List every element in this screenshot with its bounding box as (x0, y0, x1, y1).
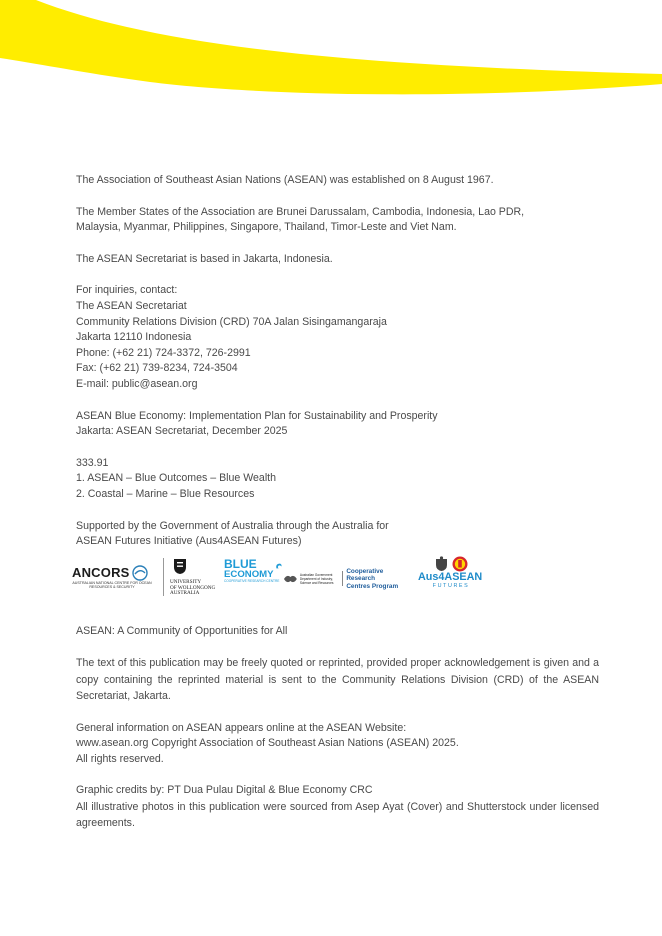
community-tagline: ASEAN: A Community of Opportunities for All (76, 624, 288, 637)
aus-crest-icon (434, 556, 449, 572)
general-info-line-2: www.asean.org Copyright Association of Southeast Asian Nations (ASEAN) 2025. (76, 737, 459, 750)
logo-divider (163, 558, 164, 596)
aus-gov-crc-logo (283, 568, 413, 590)
publication-title: ASEAN Blue Economy: Implementation Plan for Sustainability and Prosperity (76, 409, 438, 422)
secretariat-location: The ASEAN Secretariat is based in Jakarta, Indonesia. (76, 252, 333, 265)
aus-gov-line-2: Department of Industry, (299, 576, 333, 581)
classification-subject-2: 2. Coastal – Marine – Blue Resources (76, 487, 255, 500)
contact-heading: For inquiries, contact: (76, 284, 178, 297)
publication-imprint: Jakarta: ASEAN Secretariat, December 2025 (76, 425, 288, 438)
blue-economy-logo (224, 556, 282, 583)
contact-city: Jakarta 12110 Indonesia (76, 331, 192, 344)
aus-gov-line-1: Australian Government (299, 572, 333, 577)
crc-divider (342, 571, 343, 586)
crc-line-2: Centres Program (346, 582, 399, 590)
ancors-subtitle: AUSTRALIAN NATIONAL CENTRE FOR OCEAN RESOURCES & SECURITY (72, 580, 152, 589)
classification-subject-1: 1. ASEAN – Blue Outcomes – Blue Wealth (76, 472, 277, 485)
general-info-line-3: All rights reserved. (76, 752, 164, 765)
blue-economy-subtitle: COOPERATIVE RESEARCH CENTRE (224, 578, 280, 583)
classification-number: 333.91 (76, 456, 109, 469)
uow-logo (170, 558, 220, 597)
ancors-logo (72, 565, 160, 589)
coat-of-arms-icon (283, 573, 298, 585)
asean-emblem-icon (452, 556, 468, 572)
member-states-line-2: Malaysia, Myanmar, Philippines, Singapore, Thailand, Timor-Leste and Viet Nam. (76, 221, 457, 234)
ancors-name: ANCORS (72, 564, 130, 580)
uow-line-3: AUSTRALIA (170, 590, 200, 597)
photo-credits: All illustrative photos in this publication were sourced from Asep Ayat (Cover) and Shutterstock under licensed agreements. (76, 800, 599, 830)
general-info-line-1: General information on ASEAN appears online at the ASEAN Website: (76, 721, 407, 734)
reprint-notice: The text of this publication may be freely quoted or reprinted, provided proper acknowledgement is given and a copy containing the reprinted material is sent to the Community Relations Division (CRD) of the ASEAN Secretariat, Jakarta. (76, 657, 599, 703)
contact-email: E-mail: public@asean.org (76, 377, 198, 390)
blue-economy-line-2: ECONOMY (224, 568, 274, 580)
support-line-2: ASEAN Futures Initiative (Aus4ASEAN Futures) (76, 535, 302, 548)
contact-org: The ASEAN Secretariat (76, 299, 187, 312)
aus4asean-subtitle: FUTURES (432, 582, 470, 589)
partner-logos (72, 556, 599, 604)
aus-gov-line-3: Science and Resources (299, 580, 334, 585)
uow-line-2: OF WOLLONGONG (170, 584, 216, 591)
copyright-page-body (72, 173, 599, 832)
blue-economy-wave-icon (275, 559, 282, 573)
yellow-swoosh-shape (0, 0, 662, 94)
member-states-line-1: The Member States of the Association are Brunei Darussalam, Cambodia, Indonesia, Lao PDR, (76, 205, 525, 218)
yellow-swoosh (0, 0, 662, 100)
established-text: The Association of Southeast Asian Nations (ASEAN) was established on 8 August 1967. (76, 174, 494, 186)
contact-phone: Phone: (+62 21) 724-3372, 726-2991 (76, 346, 251, 359)
contact-address: Community Relations Division (CRD) 70A Jalan Sisingamangaraja (76, 315, 387, 328)
contact-fax: Fax: (+62 21) 739-8234, 724-3504 (76, 362, 238, 375)
aus4asean-logo (418, 556, 484, 590)
support-line-1: Supported by the Government of Australia through the Australia for (76, 519, 389, 532)
uow-crest-icon (173, 558, 187, 575)
uow-line-1: UNIVERSITY (170, 579, 202, 586)
blue-economy-line-1: BLUE (224, 556, 257, 571)
aus4asean-name: Aus4ASEAN (418, 570, 483, 583)
graphic-credits: Graphic credits by: PT Dua Pulau Digital & Blue Economy CRC (76, 784, 373, 797)
ancors-wave-icon (132, 565, 148, 581)
crc-line-1: Cooperative Research (346, 567, 384, 583)
